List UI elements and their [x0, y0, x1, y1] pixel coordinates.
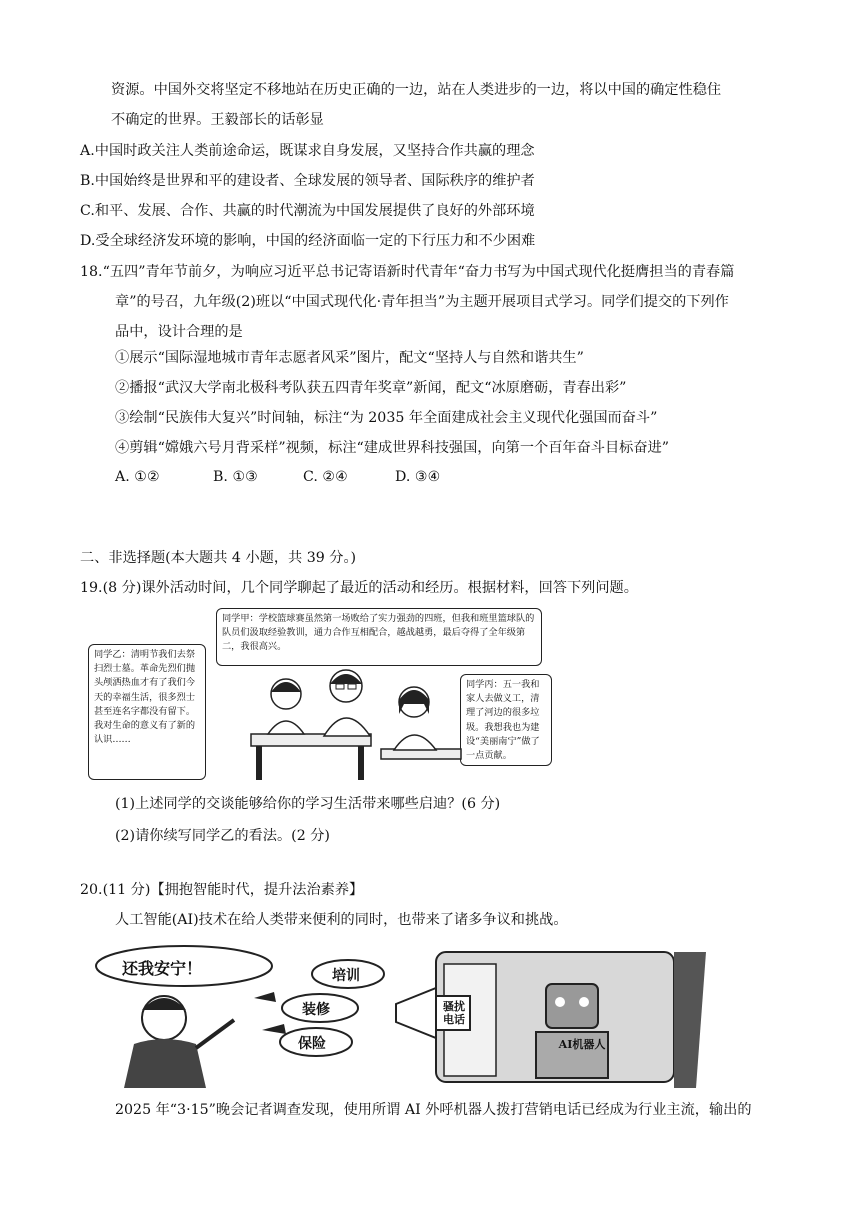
q20-stem: 20.(11 分)【拥抱智能时代，提升法治素养】 [80, 882, 364, 898]
word-insurance: 保险 [298, 1036, 326, 1052]
q18-choice-b: B. ①③ [213, 469, 258, 485]
q18-item-3: ③绘制“民族伟大复兴”时间轴，标注“为 2035 年全面建成社会主义现代化强国而奋斗” [115, 410, 658, 426]
q18-item-2: ②播报“武汉大学南北极科考队获五四青年奖章”新闻，配文“冰原磨砺，青春出彩” [115, 380, 627, 396]
sign-harassment-call: 骚扰电话 [443, 1000, 465, 1026]
word-training: 培训 [332, 968, 360, 984]
q18-choice-a: A. ①② [115, 469, 160, 485]
q18-item-1: ①展示“国际湿地城市青年志愿者风采”图片，配文“坚持人与自然和谐共生” [115, 350, 584, 366]
students-illustration [246, 664, 466, 784]
q19-sub2: (2)请你续写同学乙的看法。(2 分) [115, 828, 330, 844]
q17-option-c: C.和平、发展、合作、共赢的时代潮流为中国发展提供了良好的外部环境 [80, 203, 535, 219]
q18-stem-line3: 品中，设计合理的是 [115, 324, 243, 340]
q17-option-a: A.中国时政关注人类前途命运，既谋求自身发展，又坚持合作共赢的理念 [80, 143, 535, 159]
q19-sub1: (1)上述同学的交谈能够给你的学习生活带来哪些启迪？(6 分) [115, 796, 501, 812]
q18-item-4: ④剪辑“嫦娥六号月背采样”视频，标注“建成世界科技强国，向第一个百年奋斗目标奋进” [115, 440, 669, 456]
section-title: 二、非选择题(本大题共 4 小题，共 39 分。) [80, 550, 357, 566]
speech-bubble-jia: 同学甲：学校篮球赛虽然第一场败给了实力强劲的四班，但我和班里篮球队的队员们汲取经验教训，通力合作互相配合，越战越勇，最后夺得了全年级第二，我很高兴。 [216, 608, 542, 666]
q17-text-line1: 资源。中国外交将坚定不移地站在历史正确的一边，站在人类进步的一边，将以中国的确定性稳住 [111, 82, 722, 98]
q18-choice-d: D. ③④ [395, 469, 441, 485]
q20-cartoon [84, 940, 706, 1088]
q19-cartoon [86, 604, 544, 784]
q18-stem-line1: 18.“五四”青年节前夕，为响应习近平总书记寄语新时代青年“奋力书写为中国式现代化挺膺担当的青春篇 [80, 264, 735, 280]
speech-bubble-bing: 同学丙：五一我和家人去做义工，清理了河边的很多垃圾。我想我也为建设“美丽南宁”做了一点贡献。 [460, 674, 552, 766]
q17-option-d: D.受全球经济发环境的影响，中国的经济面临一定的下行压力和不少困难 [80, 233, 536, 249]
q17-option-b: B.中国始终是世界和平的建设者、全球发展的领导者、国际秩序的维护者 [80, 173, 535, 189]
word-decoration: 装修 [302, 1002, 330, 1018]
robot-label: AI机器人 [558, 1038, 606, 1051]
q20-material-line: 2025 年“3·15”晚会记者调查发现，使用所谓 AI 外呼机器人拨打营销电话已经成为行业主流，输出的 [115, 1102, 752, 1118]
q18-choice-c: C. ②④ [303, 469, 348, 485]
q19-stem: 19.(8 分)课外活动时间，几个同学聊起了最近的活动和经历。根据材料，回答下列问题。 [80, 580, 638, 596]
q20-intro: 人工智能(AI)技术在给人类带来便利的同时，也带来了诸多争议和挑战。 [115, 912, 568, 928]
q17-text-line2: 不确定的世界。王毅部长的话彰显 [111, 112, 324, 128]
q18-stem-line2: 章”的号召，九年级(2)班以“中国式现代化·青年担当”为主题开展项目式学习。同学们提交的下列作 [115, 294, 729, 310]
speech-bubble-yi: 同学乙：清明节我们去祭扫烈士墓。革命先烈们抛头颅洒热血才有了我们今天的幸福生活，很多烈士甚至连名字都没有留下。我对生命的意义有了新的认识…… [88, 644, 206, 780]
shout-text: 还我安宁！ [122, 959, 203, 978]
